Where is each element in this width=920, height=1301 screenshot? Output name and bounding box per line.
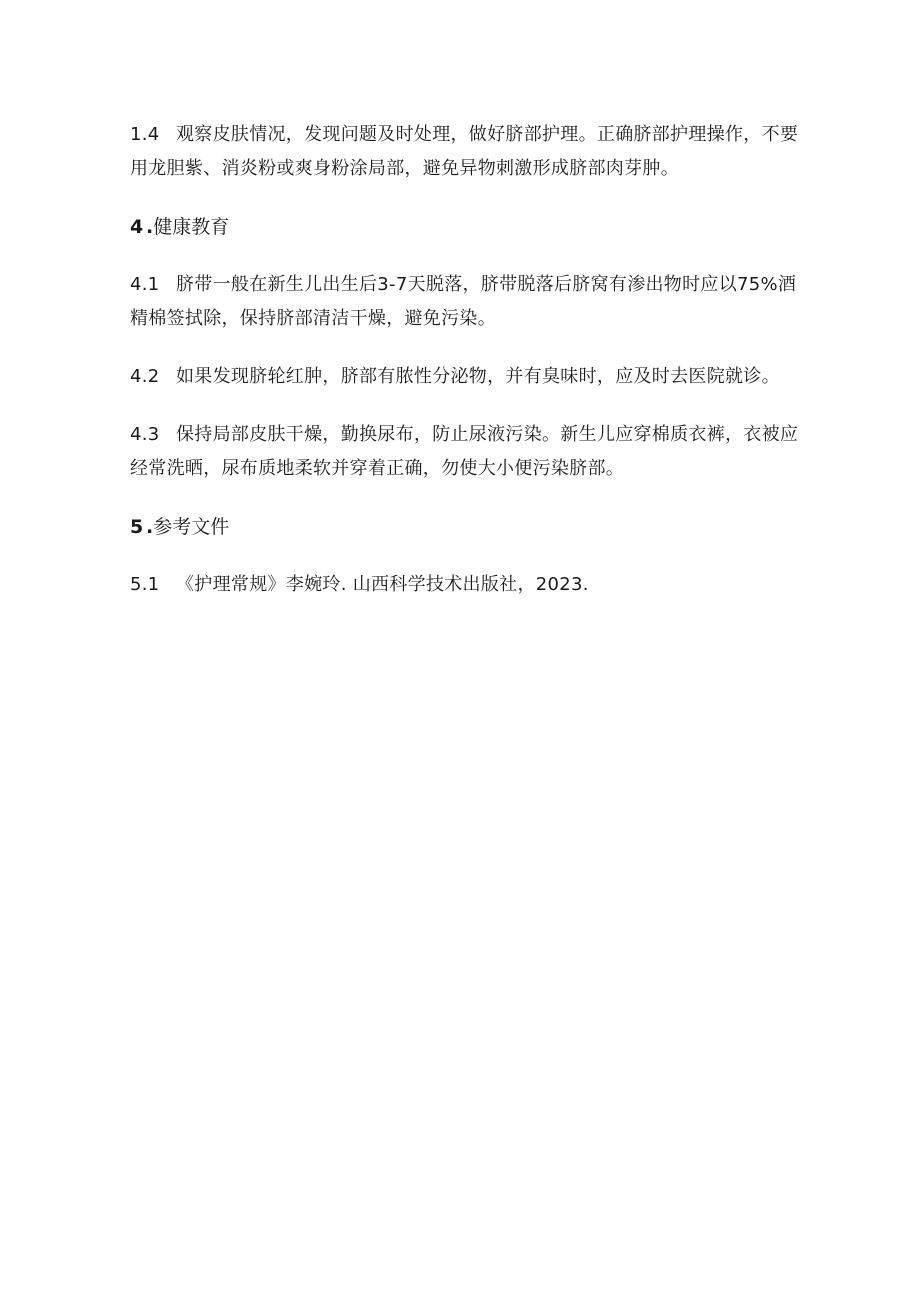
section-number: 4 <box>130 216 144 238</box>
clause-text: 如果发现脐轮红肿，脐部有脓性分泌物，并有臭味时，应及时去医院就诊。 <box>176 366 780 387</box>
clause-text: 观察皮肤情况，发现问题及时处理，做好脐部护理。正确脐部护理操作，不要用龙胆紫、消炎粉或爽身粉涂局部，避免异物刺激形成脐部肉芽肿。 <box>130 124 799 179</box>
clause-5-1 <box>130 568 806 602</box>
clause-text: 脐带一般在新生儿出生后3-7天脱落，脐带脱落后脐窝有渗出物时应以75%酒精棉签拭除，保持脐部清洁干燥，避免污染。 <box>130 274 797 329</box>
clause-text: 《护理常规》李婉玲. 山西科学技术出版社，2023. <box>176 574 589 595</box>
section-dot: . <box>146 216 154 238</box>
clause-number: 4.1 <box>130 274 160 295</box>
section-title: 参考文件 <box>153 516 230 538</box>
clause-number: 5.1 <box>130 574 160 595</box>
clause-number: 1.4 <box>130 124 160 145</box>
clause-4-1 <box>130 268 806 336</box>
section-title: 健康教育 <box>153 216 230 238</box>
clause-number: 4.2 <box>130 366 160 387</box>
clause-1-4 <box>130 118 806 186</box>
document-body <box>130 118 806 626</box>
section-heading-4 <box>130 210 806 244</box>
section-heading-5 <box>130 510 806 544</box>
clause-4-2 <box>130 360 806 394</box>
section-number: 5 <box>130 516 144 538</box>
section-dot: . <box>146 516 154 538</box>
clause-text: 保持局部皮肤干燥，勤换尿布，防止尿液污染。新生儿应穿棉质衣裤，衣被应经常洗晒，尿布质地柔软并穿着正确，勿使大小便污染脐部。 <box>130 424 799 479</box>
clause-4-3 <box>130 418 806 486</box>
clause-number: 4.3 <box>130 424 160 445</box>
